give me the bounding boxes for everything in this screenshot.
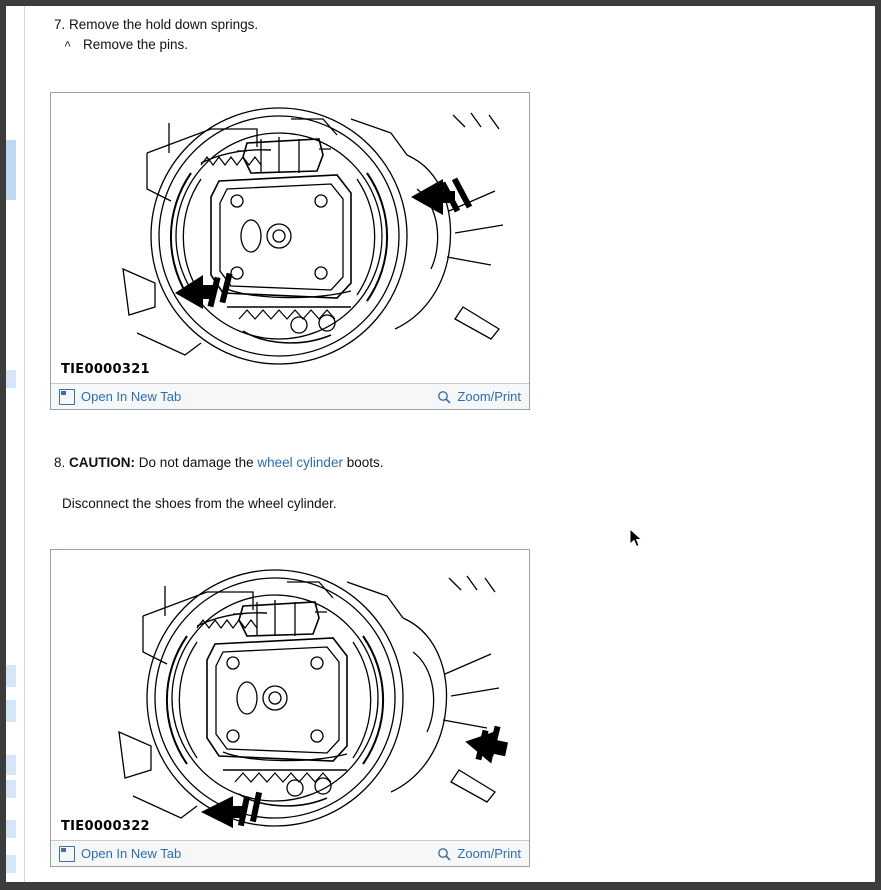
- magnifier-icon: [437, 390, 451, 404]
- step-8-number: 8.: [54, 455, 66, 470]
- caution-text-before: Do not damage the: [138, 455, 254, 470]
- caution-text-after: boots.: [346, 455, 384, 470]
- step-7: [54, 16, 258, 34]
- window-right-border: [875, 0, 881, 890]
- sidebar-accent-strip: [6, 700, 16, 722]
- figure-1: [50, 92, 530, 410]
- figure-2: [50, 549, 530, 867]
- zoom-print-label: Zoom/Print: [457, 389, 521, 404]
- figure-2-toolbar: [51, 840, 529, 866]
- zoom-print-label: Zoom/Print: [457, 846, 521, 861]
- sidebar-accent-strip: [6, 780, 16, 798]
- figure-1-image: [51, 93, 529, 383]
- open-in-new-tab-button[interactable]: [59, 846, 181, 862]
- substep-text: Remove the pins.: [82, 37, 189, 52]
- window-left-border: [0, 0, 6, 890]
- window-bottom-border: [0, 882, 881, 890]
- figure-1-code: TIE0000321: [61, 362, 150, 377]
- step-8: [54, 454, 384, 472]
- magnifier-icon: [437, 847, 451, 861]
- sidebar-accent-strip: [6, 855, 16, 873]
- step-7-text: Remove the hold down springs.: [69, 17, 259, 32]
- sidebar-accent-strip: [6, 140, 16, 200]
- step-8-body-text: Disconnect the shoes from the wheel cylinder.: [62, 496, 337, 511]
- sidebar-accent-strip: [6, 820, 16, 838]
- open-in-new-tab-label: Open In New Tab: [81, 846, 182, 861]
- step-7-substep: [64, 37, 188, 53]
- open-in-new-tab-button[interactable]: [59, 389, 181, 405]
- substep-caret: ^: [64, 39, 72, 53]
- sidebar-accent-strip: [6, 370, 16, 388]
- caution-label: CAUTION:: [69, 455, 136, 470]
- zoom-print-button[interactable]: [437, 846, 521, 861]
- step-7-number: 7.: [54, 17, 66, 32]
- figure-2-code: TIE0000322: [61, 819, 150, 834]
- sidebar-accent-strip: [6, 665, 16, 687]
- figure-2-image: [51, 550, 529, 840]
- new-tab-icon: [59, 389, 75, 405]
- open-in-new-tab-label: Open In New Tab: [81, 389, 182, 404]
- zoom-print-button[interactable]: [437, 389, 521, 404]
- new-tab-icon: [59, 846, 75, 862]
- step-8-body: [62, 495, 337, 513]
- document-content: [26, 6, 875, 882]
- sidebar-accent-strip: [6, 755, 16, 775]
- figure-1-toolbar: [51, 383, 529, 409]
- wheel-cylinder-link[interactable]: wheel cylinder: [257, 455, 343, 470]
